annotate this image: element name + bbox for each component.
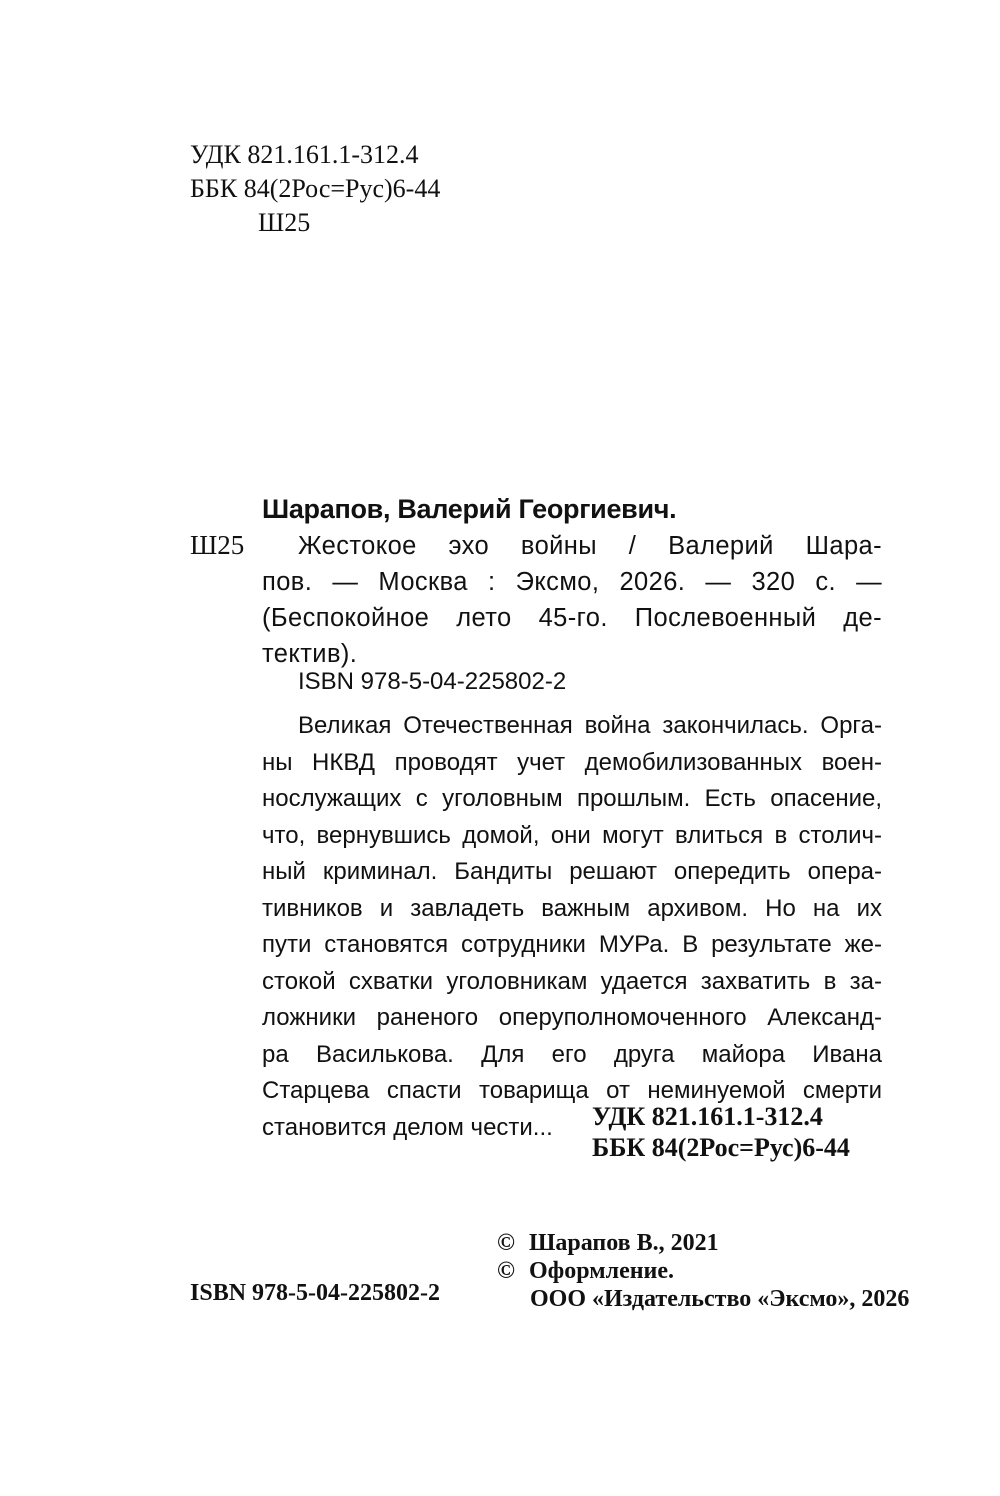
annotation bbox=[262, 708, 882, 1146]
annotation-line: Великая Отечественная война закончилась. Орга- bbox=[298, 712, 882, 739]
copyright-author bbox=[497, 1230, 719, 1257]
entry-isbn: ISBN 978-5-04-225802-2 bbox=[298, 668, 567, 695]
top-udk-code: УДК 821.161.1-312.4 bbox=[190, 140, 419, 169]
copyright-design-text: Оформление. bbox=[529, 1258, 675, 1284]
bottom-bbk-code: ББК 84(2Рос=Рус)6-44 bbox=[592, 1133, 850, 1162]
top-bbk-code: ББК 84(2Рос=Рус)6-44 bbox=[190, 174, 441, 203]
copyright-icon: © bbox=[497, 1230, 515, 1256]
annotation-line: тивников и завладеть важным архивом. Но на их bbox=[262, 894, 882, 922]
annotation-line: нослужащих с уголовным прошлым. Есть опасение, bbox=[262, 785, 882, 812]
annotation-line: ный криминал. Бандиты решают опередить опера- bbox=[262, 858, 882, 885]
description-line: Жестокое эхо войны / Валерий Шара- bbox=[298, 532, 882, 560]
author-heading: Шарапов, Валерий Георгиевич. bbox=[262, 494, 677, 524]
bottom-udk-code: УДК 821.161.1-312.4 bbox=[592, 1102, 823, 1131]
description-line: тектив). bbox=[262, 640, 358, 668]
copyright-author-text: Шарапов В., 2021 bbox=[529, 1230, 719, 1256]
description-line: пов. — Москва : Эксмо, 2026. — 320 с. — bbox=[262, 568, 882, 596]
copyright-design bbox=[497, 1258, 674, 1285]
annotation-line: ра Василькова. Для его друга майора Ивана bbox=[262, 1040, 882, 1068]
annotation-line: что, вернувшись домой, они могут влиться в столич- bbox=[262, 821, 882, 849]
annotation-line: Старцева спасти товарища от неминуемой смерти bbox=[262, 1077, 882, 1104]
annotation-line: ложники раненого оперуполномоченного Александ- bbox=[262, 1004, 882, 1031]
entry-author-code: Ш25 bbox=[190, 530, 245, 560]
annotation-line: стокой схватки уголовникам удается захватить в за- bbox=[262, 967, 882, 995]
top-author-code: Ш25 bbox=[258, 208, 311, 237]
copyright-icon: © bbox=[497, 1258, 515, 1284]
bottom-isbn: ISBN 978-5-04-225802-2 bbox=[190, 1280, 440, 1306]
copyright-publisher: ООО «Издательство «Эксмо», 2026 bbox=[530, 1286, 910, 1312]
annotation-line: пути становятся сотрудники МУРа. В результате же- bbox=[262, 931, 882, 958]
annotation-line: ны НКВД проводят учет демобилизованных воен- bbox=[262, 748, 882, 776]
annotation-line: становится делом чести... bbox=[262, 1113, 553, 1141]
bibliographic-description bbox=[262, 528, 882, 672]
description-line: (Беспокойное лето 45-го. Послевоенный де- bbox=[262, 604, 882, 632]
